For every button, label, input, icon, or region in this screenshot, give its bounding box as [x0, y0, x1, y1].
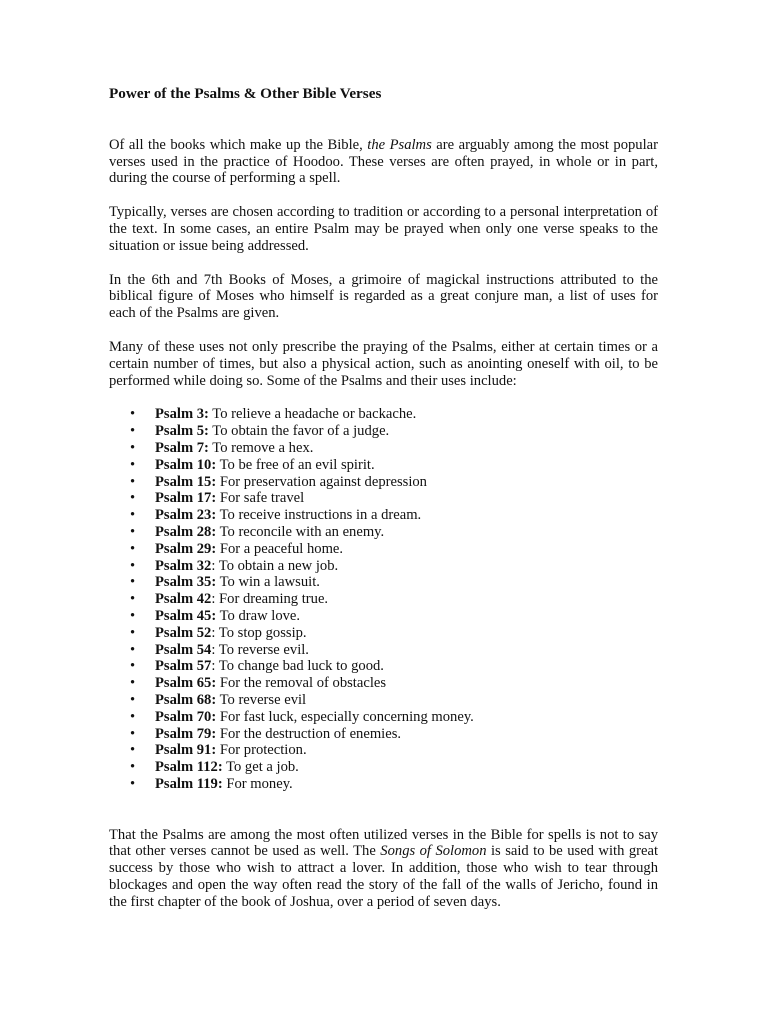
bullet-icon: • [130, 725, 136, 742]
psalm-use: For money. [222, 775, 293, 792]
psalm-use: To draw love. [216, 607, 301, 624]
psalm-use: For fast luck, especially concerning money. [216, 708, 474, 725]
bullet-icon: • [130, 456, 136, 473]
psalm-label: Psalm 52 [155, 624, 212, 641]
psalm-list-item [109, 474, 658, 491]
psalm-list-item [109, 709, 658, 726]
psalm-list-item [109, 759, 658, 776]
bullet-icon: • [130, 523, 136, 540]
bullet-icon: • [130, 574, 136, 591]
bullet-icon: • [130, 423, 136, 440]
psalm-use: : To stop gossip. [211, 624, 307, 641]
psalms-italic-title: the Psalms [367, 136, 432, 153]
psalm-use: For a peaceful home. [216, 540, 344, 557]
bullet-icon: • [130, 540, 136, 557]
psalm-label: Psalm 70: [155, 708, 217, 725]
psalm-list-item [109, 591, 658, 608]
page-title: Power of the Psalms & Other Bible Verses [109, 85, 382, 102]
psalm-use: For safe travel [216, 490, 305, 507]
psalm-label: Psalm 23: [155, 507, 217, 524]
psalm-list-item [109, 507, 658, 524]
paragraph-other-verses [109, 827, 658, 911]
bullet-icon: • [130, 624, 136, 641]
psalm-label: Psalm 119: [155, 775, 223, 792]
psalm-uses-list [109, 406, 658, 792]
bullet-icon: • [130, 406, 136, 423]
psalm-list-item [109, 406, 658, 423]
psalm-list-item [109, 776, 658, 793]
psalm-label: Psalm 35: [155, 574, 217, 591]
psalm-label: Psalm 5: [155, 423, 209, 440]
psalm-label: Psalm 57 [155, 658, 212, 675]
psalm-label: Psalm 15: [155, 473, 217, 490]
bullet-icon: • [130, 607, 136, 624]
psalm-use: To be free of an evil spirit. [216, 456, 375, 473]
psalm-use: : To obtain a new job. [211, 557, 339, 574]
bullet-icon: • [130, 742, 136, 759]
psalm-label: Psalm 32 [155, 557, 212, 574]
bullet-icon: • [130, 691, 136, 708]
psalm-use: To relieve a headache or backache. [208, 406, 417, 423]
bullet-icon: • [130, 759, 136, 776]
paragraph-intro-text-1: Of all the books which make up the Bible, [109, 136, 368, 153]
psalm-list-item [109, 524, 658, 541]
bullet-icon: • [130, 591, 136, 608]
psalm-use: For protection. [216, 742, 307, 759]
psalm-use: To receive instructions in a dream. [216, 507, 422, 524]
psalm-use: To reverse evil [216, 691, 307, 708]
paragraph-other-verses-text-1: That the Psalms are among the most often utilized verses in the Bible for spells is not to say that other verses cannot be used as well. The [109, 826, 658, 860]
psalm-list-item [109, 726, 658, 743]
psalm-list-item [109, 541, 658, 558]
paragraph-books-of-moses: In the 6th and 7th Books of Moses, a grimoire of magickal instructions attributed to the biblical figure of Moses who himself is regarded as a great conjure man, a list of uses for each of the Psalms are given. [109, 271, 658, 322]
bullet-icon: • [130, 507, 136, 524]
bullet-icon: • [130, 557, 136, 574]
psalm-label: Psalm 7: [155, 439, 209, 456]
psalm-label: Psalm 112: [155, 759, 223, 776]
psalm-list-item [109, 642, 658, 659]
psalm-label: Psalm 91: [155, 742, 217, 759]
psalm-list-item [109, 490, 658, 507]
psalm-list-item [109, 574, 658, 591]
paragraph-other-verses-text-2: is said to be used with great success by those who wish to attract a lover. In addition, those who wish to tear through blockages and open the way often read the story of the fall of the walls of Jericho, found in the first chapter of the book of Joshua, over a period of seven days. [109, 843, 658, 910]
psalm-list-item [109, 558, 658, 575]
paragraph-intro-text-2: are arguably among the most popular verses used in the practice of Hoodoo. These verses are often prayed, in whole or in part, during the course of performing a spell. [109, 136, 658, 187]
paragraph-uses: Many of these uses not only prescribe the praying of the Psalms, either at certain times or a certain number of times, but also a physical action, such as anointing oneself with oil, to be performed while doing so. Some of the Psalms and their uses include: [109, 338, 658, 389]
psalm-use: To obtain the favor of a judge. [208, 423, 390, 440]
psalm-use: For the removal of obstacles [216, 675, 387, 692]
psalm-use: To reconcile with an enemy. [216, 523, 385, 540]
bullet-icon: • [130, 473, 136, 490]
bullet-icon: • [130, 658, 136, 675]
psalm-label: Psalm 28: [155, 523, 217, 540]
psalm-list-item [109, 625, 658, 642]
psalm-list-item [109, 675, 658, 692]
psalm-label: Psalm 45: [155, 607, 217, 624]
bullet-icon: • [130, 708, 136, 725]
psalm-label: Psalm 29: [155, 540, 217, 557]
bullet-icon: • [130, 675, 136, 692]
psalm-use: : To reverse evil. [211, 641, 309, 658]
psalm-list-item [109, 440, 658, 457]
psalm-label: Psalm 3: [155, 406, 209, 423]
psalm-list-item [109, 423, 658, 440]
paragraph-intro [109, 137, 658, 187]
psalm-use: To get a job. [222, 759, 299, 776]
psalm-label: Psalm 54 [155, 641, 212, 658]
bullet-icon: • [130, 641, 136, 658]
psalm-label: Psalm 65: [155, 675, 217, 692]
paragraph-verse-selection: Typically, verses are chosen according to tradition or according to a personal interpretation of the text. In some cases, an entire Psalm may be prayed when only one verse speaks to the situation or issue being addressed. [109, 204, 658, 254]
psalm-label: Psalm 10: [155, 456, 217, 473]
psalm-use: For preservation against depression [216, 473, 427, 490]
psalm-list-item [109, 692, 658, 709]
psalm-label: Psalm 42 [155, 591, 212, 608]
psalm-label: Psalm 17: [155, 490, 217, 507]
psalm-list-item [109, 658, 658, 675]
psalm-label: Psalm 68: [155, 691, 217, 708]
psalm-list-item [109, 457, 658, 474]
bullet-icon: • [130, 439, 136, 456]
psalm-list-item [109, 742, 658, 759]
psalm-list-item [109, 608, 658, 625]
psalm-use: : For dreaming true. [211, 591, 329, 608]
songs-of-solomon-italic: Songs of Solomon [380, 843, 487, 860]
bullet-icon: • [130, 490, 136, 507]
psalm-use: For the destruction of enemies. [216, 725, 402, 742]
psalm-use: To remove a hex. [208, 439, 314, 456]
psalm-use: : To change bad luck to good. [211, 658, 384, 675]
bullet-icon: • [130, 775, 136, 792]
psalm-use: To win a lawsuit. [216, 574, 320, 591]
psalm-label: Psalm 79: [155, 725, 217, 742]
